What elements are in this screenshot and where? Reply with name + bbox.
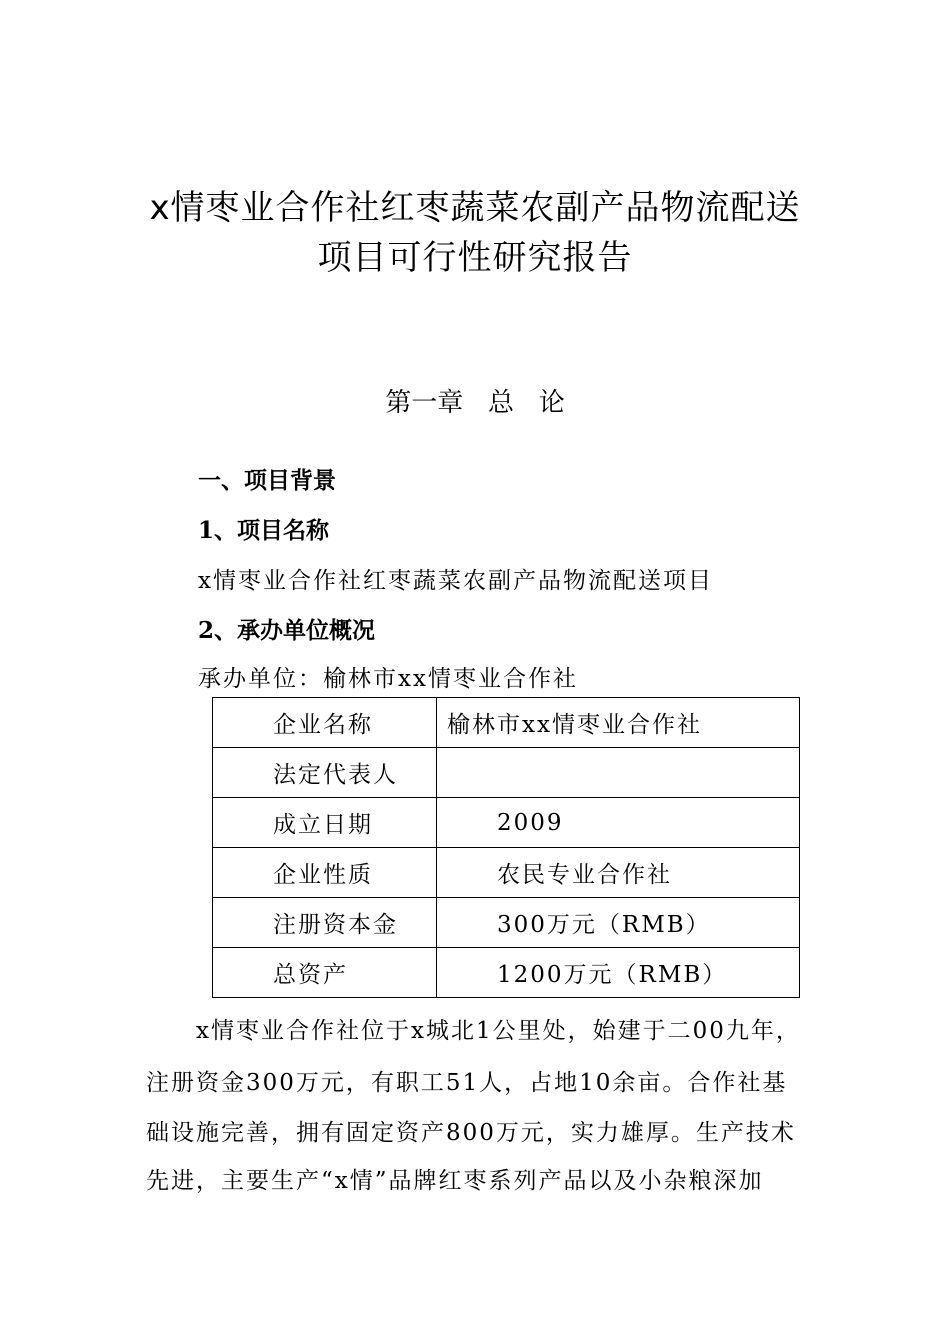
- table-cell-value: 1200万元（RMB）: [437, 948, 800, 998]
- table-cell-label: 注册资本金: [213, 898, 437, 948]
- paragraph-line: 础设施完善，拥有固定资产800万元，实力雄厚。生产技术: [146, 1120, 796, 1146]
- table-row: [213, 948, 800, 998]
- table-cell-value: 300万元（RMB）: [437, 898, 800, 948]
- table-row: [213, 848, 800, 898]
- section-heading-background: 一、项目背景: [198, 467, 336, 494]
- report-title-line2: 项目可行性研究报告: [317, 238, 633, 278]
- subsection-heading-project-name: 1、项目名称: [198, 517, 330, 544]
- table-cell-label: 成立日期: [213, 798, 437, 848]
- table-row: [213, 798, 800, 848]
- table-cell-value: 2009: [437, 798, 800, 848]
- table-cell-value: 农民专业合作社: [437, 848, 800, 898]
- subsection-heading-organizer: 2、承办单位概况: [198, 617, 376, 644]
- table-row: [213, 698, 800, 748]
- report-title-line1: x情枣业合作社红枣蔬菜农副产品物流配送: [149, 188, 801, 228]
- table-cell-label: 总资产: [213, 948, 437, 998]
- chapter-heading: 第一章 总 论: [385, 388, 565, 418]
- table-cell-value: [437, 748, 800, 798]
- organizer-text: 承办单位：榆林市xx情枣业合作社: [198, 666, 578, 692]
- table-row: [213, 898, 800, 948]
- table-cell-label: 法定代表人: [213, 748, 437, 798]
- table-cell-label: 企业性质: [213, 848, 437, 898]
- paragraph-line: 注册资金300万元，有职工51人，占地10余亩。合作社基: [146, 1070, 788, 1096]
- paragraph-line: x情枣业合作社位于x城北1公里处，始建于二00九年，: [196, 1018, 801, 1044]
- table-cell-value: 榆林市xx情枣业合作社: [437, 698, 800, 748]
- project-name-text: x情枣业合作社红枣蔬菜农副产品物流配送项目: [198, 568, 713, 594]
- paragraph-line: 先进，主要生产“x情”品牌红枣系列产品以及小杂粮深加: [146, 1168, 764, 1194]
- table-row: [213, 748, 800, 798]
- table-cell-label: 企业名称: [213, 698, 437, 748]
- company-info-table: [212, 697, 800, 998]
